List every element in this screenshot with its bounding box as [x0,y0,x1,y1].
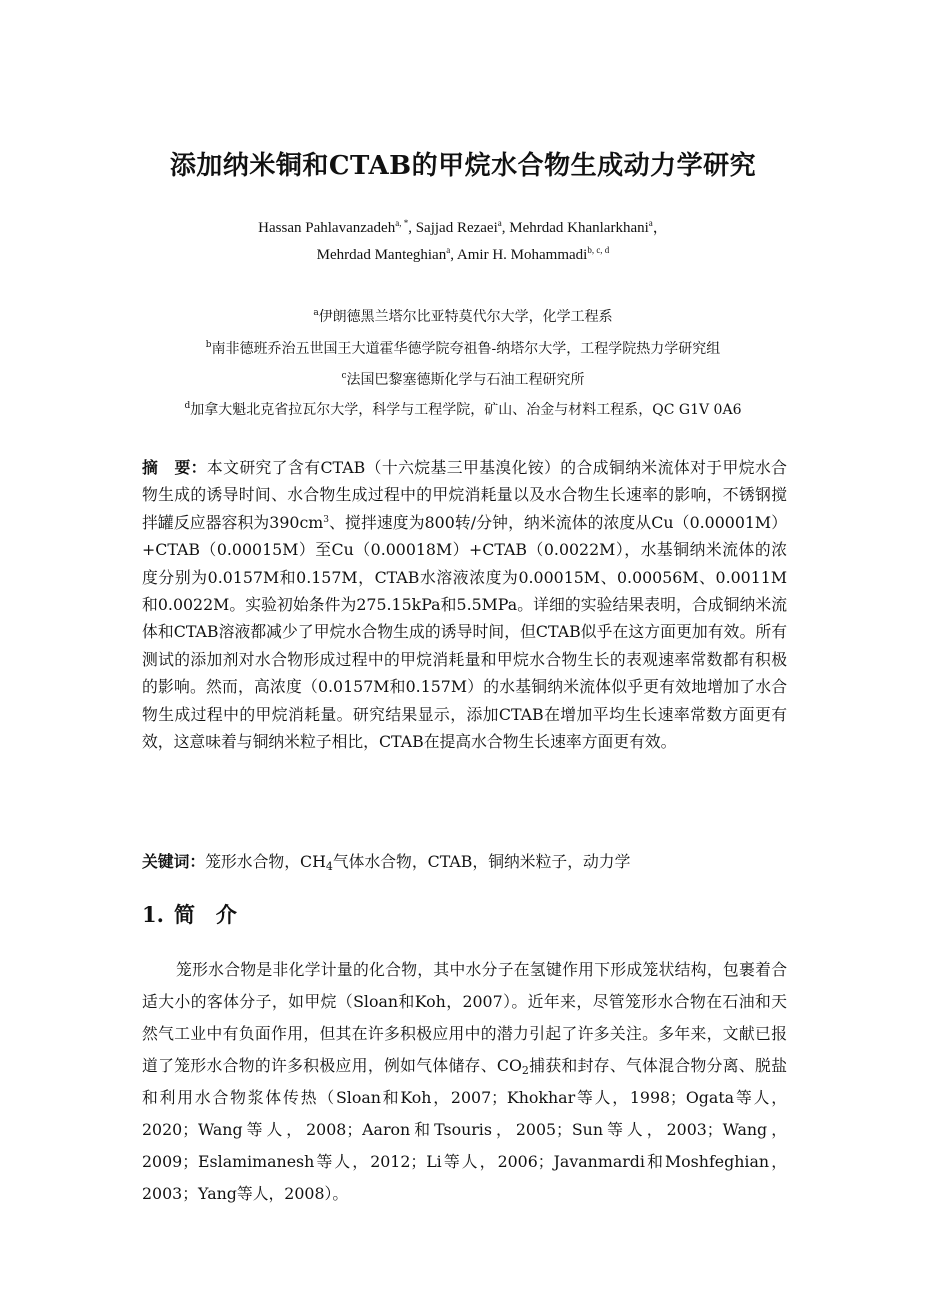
abstract [142,454,787,755]
author-name: Mehrdad Manteghian [316,247,447,263]
intro-subscript: 2 [521,1064,529,1077]
abstract-text-continued: 、搅拌速度为800转/分钟，纳米流体的浓度从Cu（0.00001M） +CTAB（0.00015M）至Cu（0.00018M）+CTAB（0.0022M），水基铜纳米流体的浓度分别为0.0157M和0.157M，CTAB水溶液浓度为0.00015M、0.00056M、0.0011M和0.0022M。实验初始条件为275.15kPa和5.5MPa。详细的实验结果表明，合成铜纳米流体和CTAB溶液都减少了甲烷水合物生成的诱导时间，但CTAB似乎在这方面更加有效。所有测试的添加剂对水合物形成过程中的甲烷消耗量和甲烷水合物生长的表观速率常数都有积极的影响。然而，高浓度（0.0157M和0.157M）的水基铜纳米流体似乎更有效地增加了水合物生成过程中的甲烷消耗量。研究结果显示，添加CTAB在增加平均生长速率常数方面更有效，这意味着与铜纳米粒子相比，CTAB在提高水合物生长速率方面更有效。 [142,512,788,752]
abstract-superscript: 3 [323,514,330,525]
author-name: Amir H. Mohammadi [456,247,588,263]
author-affil-mark: b, c, d [587,245,610,255]
author-affil-mark: a [648,218,653,228]
author-name: Sajjad Rezaei [415,220,498,236]
affiliation-mark: b [205,340,212,350]
affiliation-text: 伊朗德黑兰塔尔比亚特莫代尔大学，化学工程系 [318,309,613,325]
affiliation-text: 南非德班乔治五世国王大道霍华德学院夸祖鲁-纳塔尔大学，工程学院热力学研究组 [211,341,721,357]
section-heading-introduction [142,899,237,929]
abstract-text: 本文研究了含有CTAB（十六烷基三甲基溴化铵）的合成铜纳米流体对于甲烷水合物生成的诱导时间、水合物生成过程中的甲烷消耗量以及水合物生长速率的影响，不锈钢搅拌罐反应器容积为390cm [142,458,787,532]
keywords-label: 关键词： [142,852,206,871]
section-number: 1. [142,902,164,927]
affiliation-d [0,399,926,419]
intro-text-continued: 捕获和封存、气体混合物分离、脱盐和利用水合物浆体传热（Sloan和Koh，2007；Khokhar等人，1998；Ogata等人，2020；Wang等人，2008；Aaron和Tsouris，2005；Sun等人，2003；Wang，2009；Eslamimanesh等人，2012；Li等人，2006；Javanmardi和Moshfeghian，2003；Yang等人，2008）。 [142,1056,787,1203]
author-affil-mark: a, * [395,218,409,228]
affiliation-c [0,369,926,389]
introduction-paragraph [142,954,787,1210]
affiliation-b [0,338,926,358]
affiliation-mark: a [313,308,319,318]
keywords-subscript: 4 [325,860,333,873]
author-name: Hassan Pahlavanzadeh [258,220,396,236]
author-affil-mark: a [446,245,451,255]
author-separator: , [408,220,416,236]
keywords-text: 笼形水合物，CH [205,852,326,871]
author-separator: , [501,220,510,236]
section-title: 简 介 [173,902,237,927]
affiliation-text: 法国巴黎塞德斯化学与石油工程研究所 [346,372,585,388]
author-separator: , [450,247,457,263]
author-line-1 [0,216,926,237]
author-affil-mark: a [497,218,502,228]
author-name: Mehrdad Khanlarkhani [509,220,649,236]
paper-title: 添加纳米铜和CTAB的甲烷水合物生成动力学研究 [169,151,757,181]
keywords [142,848,787,875]
affiliation-a [0,306,926,326]
author-line-2 [0,247,926,264]
abstract-label: 摘 要： [142,458,207,477]
affiliation-mark: d [184,401,191,411]
author-separator: ， [652,220,668,236]
affiliation-mark: c [341,371,347,381]
keywords-text-continued: 气体水合物，CTAB，铜纳米粒子，动力学 [332,852,631,871]
affiliation-text: 加拿大魁北克省拉瓦尔大学，科学与工程学院，矿山、冶金与材料工程系，QC G1V 0A6 [190,402,742,418]
intro-text: 笼形水合物是非化学计量的化合物，其中水分子在氢键作用下形成笼状结构，包裹着合适大小的客体分子，如甲烷（Sloan和Koh，2007）。近年来，尽管笼形水合物在石油和天然气工业中有负面作用，但其在许多积极应用中的潜力引起了许多关注。多年来，文献已报道了笼形水合物的许多积极应用，例如气体储存、CO [142,960,787,1075]
